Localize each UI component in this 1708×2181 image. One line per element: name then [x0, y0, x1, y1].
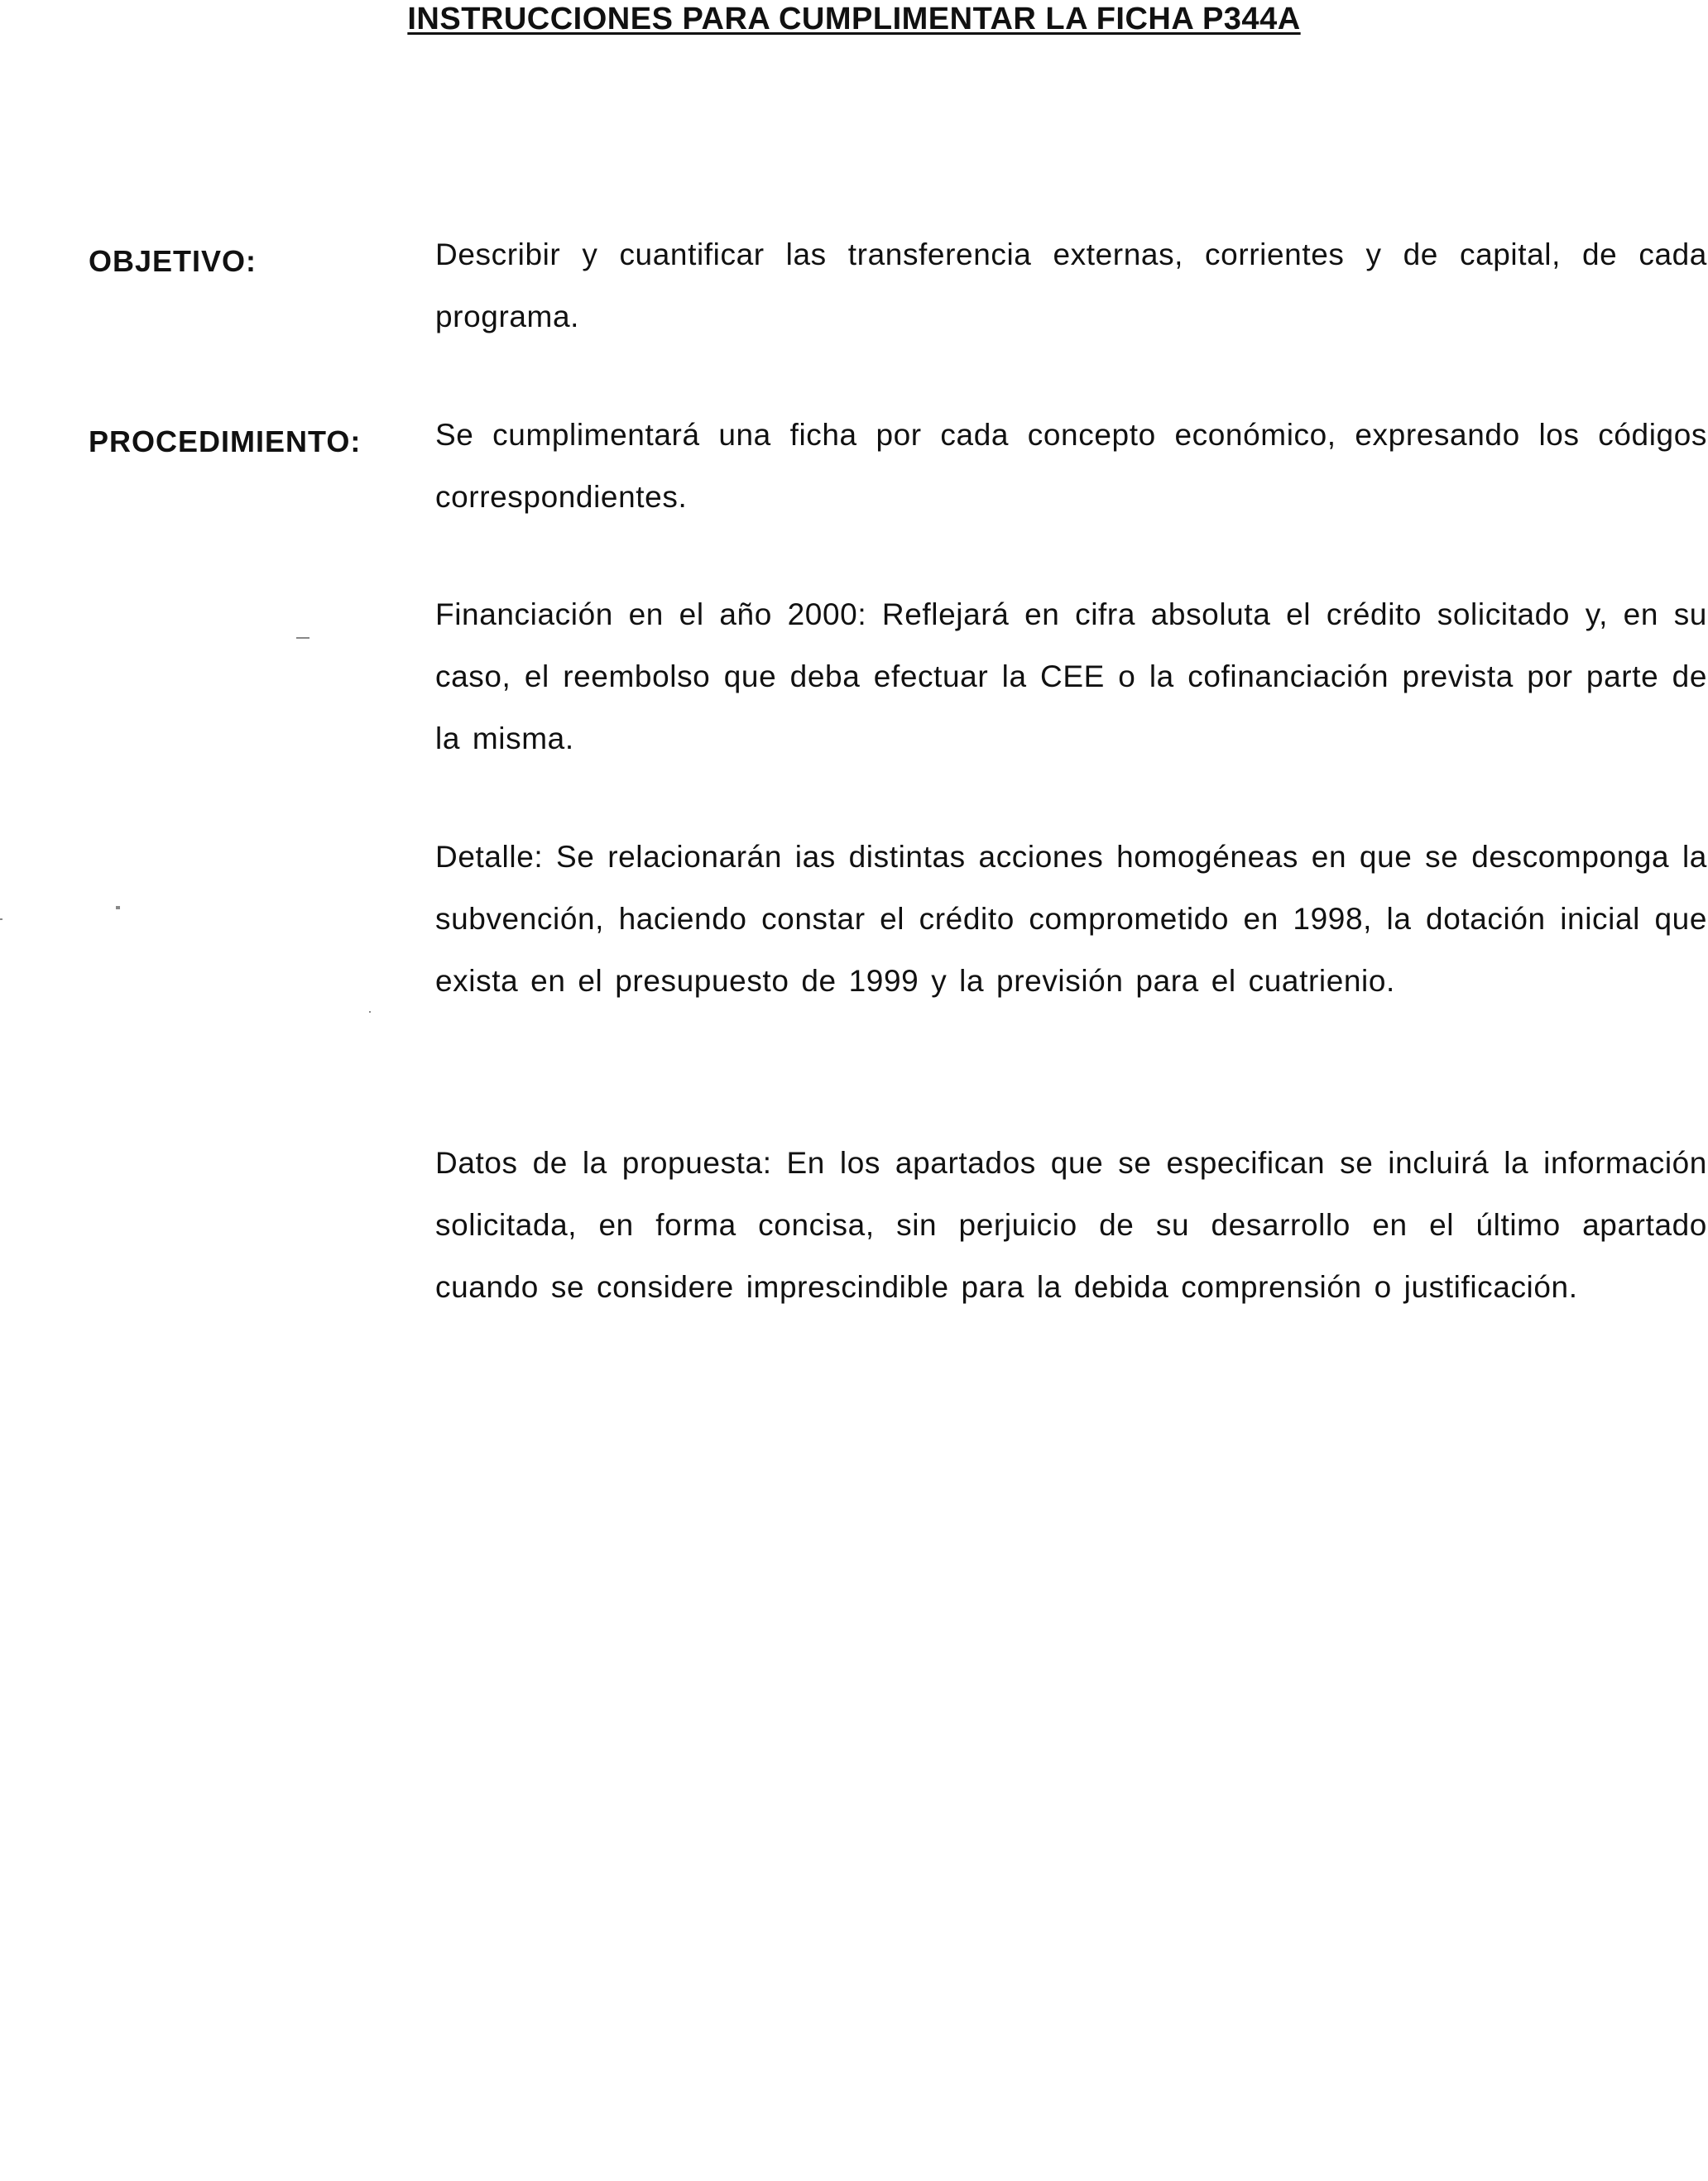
scan-speck: [369, 1011, 371, 1013]
procedimiento-label: PROCEDIMIENTO:: [89, 424, 362, 458]
scan-speck: [116, 906, 120, 909]
financiacion-paragraph: Financiación en el año 2000: Reflejará en cifra absoluta el crédito solicitado y, en su caso, el reembolso que deba efectuar la CEE o la cofinanciación prevista por parte de la misma.: [435, 597, 1707, 755]
page-title: INSTRUCCIONES PARA CUMPLIMENTAR LA FICHA P344A: [407, 2, 1301, 36]
scan-speck: [296, 637, 309, 639]
scan-speck: [0, 918, 2, 920]
detalle-paragraph: Detalle: Se relacionarán ias distintas acciones homogéneas en que se descomponga la subvención, haciendo constar el crédito comprometido en 1998, la dotación inicial que exista en el presupuesto de 1999 y la previsión para el cuatrienio.: [435, 840, 1707, 998]
datos-propuesta-paragraph: Datos de la propuesta: En los apartados que se especifican se incluirá la información solicitada, en forma concisa, sin perjuicio de su desarrollo en el último apartado cuando se considere imprescindible para la debida comprensión o justificación.: [435, 1146, 1707, 1304]
objetivo-label: OBJETIVO:: [89, 244, 257, 278]
procedimiento-paragraph: Se cumplimentará una ficha por cada concepto económico, expresando los códigos correspondientes.: [435, 418, 1707, 514]
objetivo-paragraph: Describir y cuantificar las transferencia externas, corrientes y de capital, de cada programa.: [435, 237, 1707, 333]
